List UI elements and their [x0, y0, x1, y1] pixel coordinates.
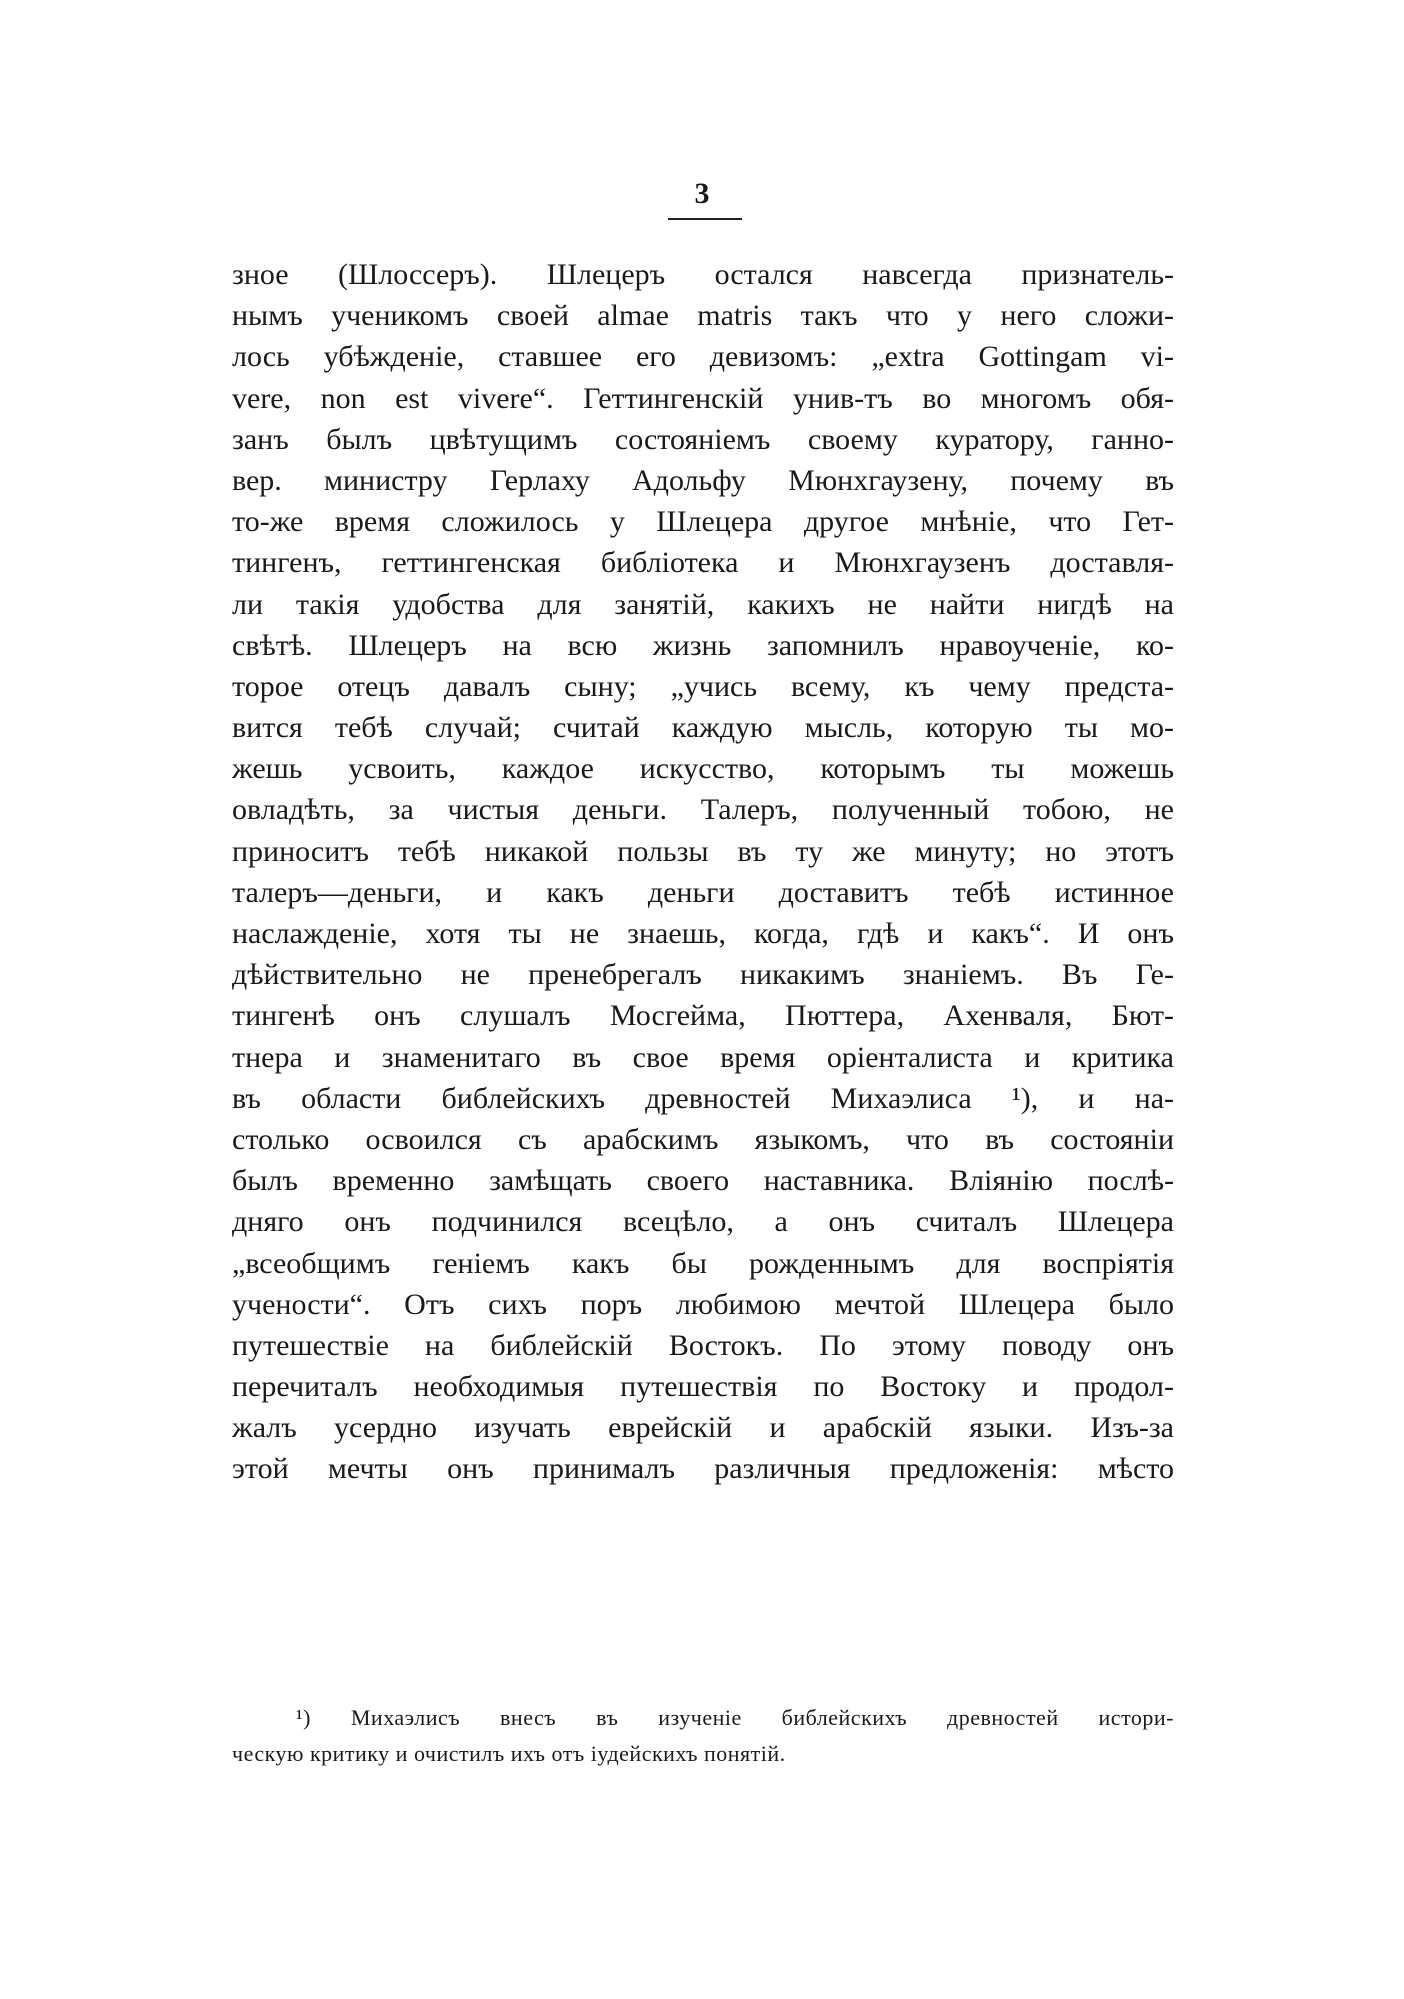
body-line: овладѣть, за чистыя деньги. Талеръ, полученный тобою, не [232, 793, 1174, 827]
body-line: жалъ усердно изучать еврейскій и арабскій языки. Изъ-за [232, 1411, 1174, 1445]
body-line: свѣтѣ. Шлецеръ на всю жизнь запомнилъ нравоученіе, ко- [232, 628, 1174, 662]
body-line: зное (Шлоссеръ). Шлецеръ остался навсегда признатель- [232, 258, 1174, 291]
body-line: столько освоился съ арабскимъ языкомъ, что въ состояніи [232, 1122, 1174, 1156]
page-number-rule [668, 218, 742, 220]
body-line: дѣйствительно не пренебрегалъ никакимъ знаніемъ. Въ Ге- [232, 958, 1174, 992]
footnote [232, 1700, 1174, 1772]
body-line: тнера и знаменитаго въ свое время оріенталиста и критика [232, 1040, 1174, 1074]
body-line: путешествіе на библейскій Востокъ. По этому поводу онъ [232, 1328, 1174, 1362]
footnote-line: ческую критику и очистилъ ихъ отъ іудейскихъ понятій. [232, 1741, 786, 1766]
body-line: лось убѣжденіе, ставшее его девизомъ: „extra Gottingam vi- [232, 340, 1174, 374]
body-line: приноситъ тебѣ никакой пользы въ ту же минуту; но этотъ [232, 834, 1174, 868]
page-number: 3 [694, 177, 710, 210]
body-line: дняго онъ подчинился всецѣло, а онъ считалъ Шлецера [232, 1205, 1174, 1239]
body-line: этой мечты онъ принималъ различныя предложенія: мѣсто [232, 1452, 1174, 1486]
body-line: нымъ ученикомъ своей almae matris такъ что у него сложи- [232, 299, 1174, 333]
body-line: былъ временно замѣщать своего наставника. Вліянію послѣ- [232, 1164, 1174, 1198]
body-line: жешь усвоить, каждое искусство, которымъ ты можешь [232, 752, 1174, 786]
body-line: учености“. Отъ сихъ поръ любимою мечтой Шлецера было [232, 1287, 1174, 1321]
body-line: торое отецъ давалъ сыну; „учись всему, къ чему предста- [232, 669, 1174, 703]
body-line: перечиталъ необходимыя путешествія по Востоку и продол- [232, 1370, 1174, 1404]
body-line: ли такія удобства для занятій, какихъ не найти нигдѣ на [232, 587, 1174, 621]
body-line: „всеобщимъ геніемъ какъ бы рожденнымъ для воспріятія [232, 1246, 1174, 1280]
footnote-line: ¹) Михаэлисъ внесъ въ изученіе библейскихъ древностей истори- [296, 1705, 1174, 1730]
body-line: вится тебѣ случай; считай каждую мысль, которую ты мо- [232, 711, 1174, 745]
body-line: то-же время сложилось у Шлецера другое мнѣніе, что Гет- [232, 505, 1174, 539]
body-line: тингенъ, геттингенская библіотека и Мюнхгаузенъ доставля- [232, 546, 1174, 580]
body-line: наслажденіе, хотя ты не знаешь, когда, гдѣ и какъ“. И онъ [232, 917, 1174, 950]
body-text [232, 254, 1174, 1490]
body-line: занъ былъ цвѣтущимъ состояніемъ своему куратору, ганно- [232, 422, 1174, 456]
body-line: тингенѣ онъ слушалъ Мосгейма, Пюттера, Ахенваля, Бют- [232, 999, 1174, 1033]
body-line: vere, non est vivere“. Геттингенскій унив-тъ во многомъ обя- [232, 381, 1174, 415]
body-line: талеръ—деньги, и какъ деньги доставитъ тебѣ истинное [232, 875, 1174, 909]
body-line: вер. министру Герлаху Адольфу Мюнхгаузену, почему въ [232, 463, 1174, 497]
body-line: въ области библейскихъ древностей Михаэлиса ¹), и на- [232, 1081, 1174, 1115]
